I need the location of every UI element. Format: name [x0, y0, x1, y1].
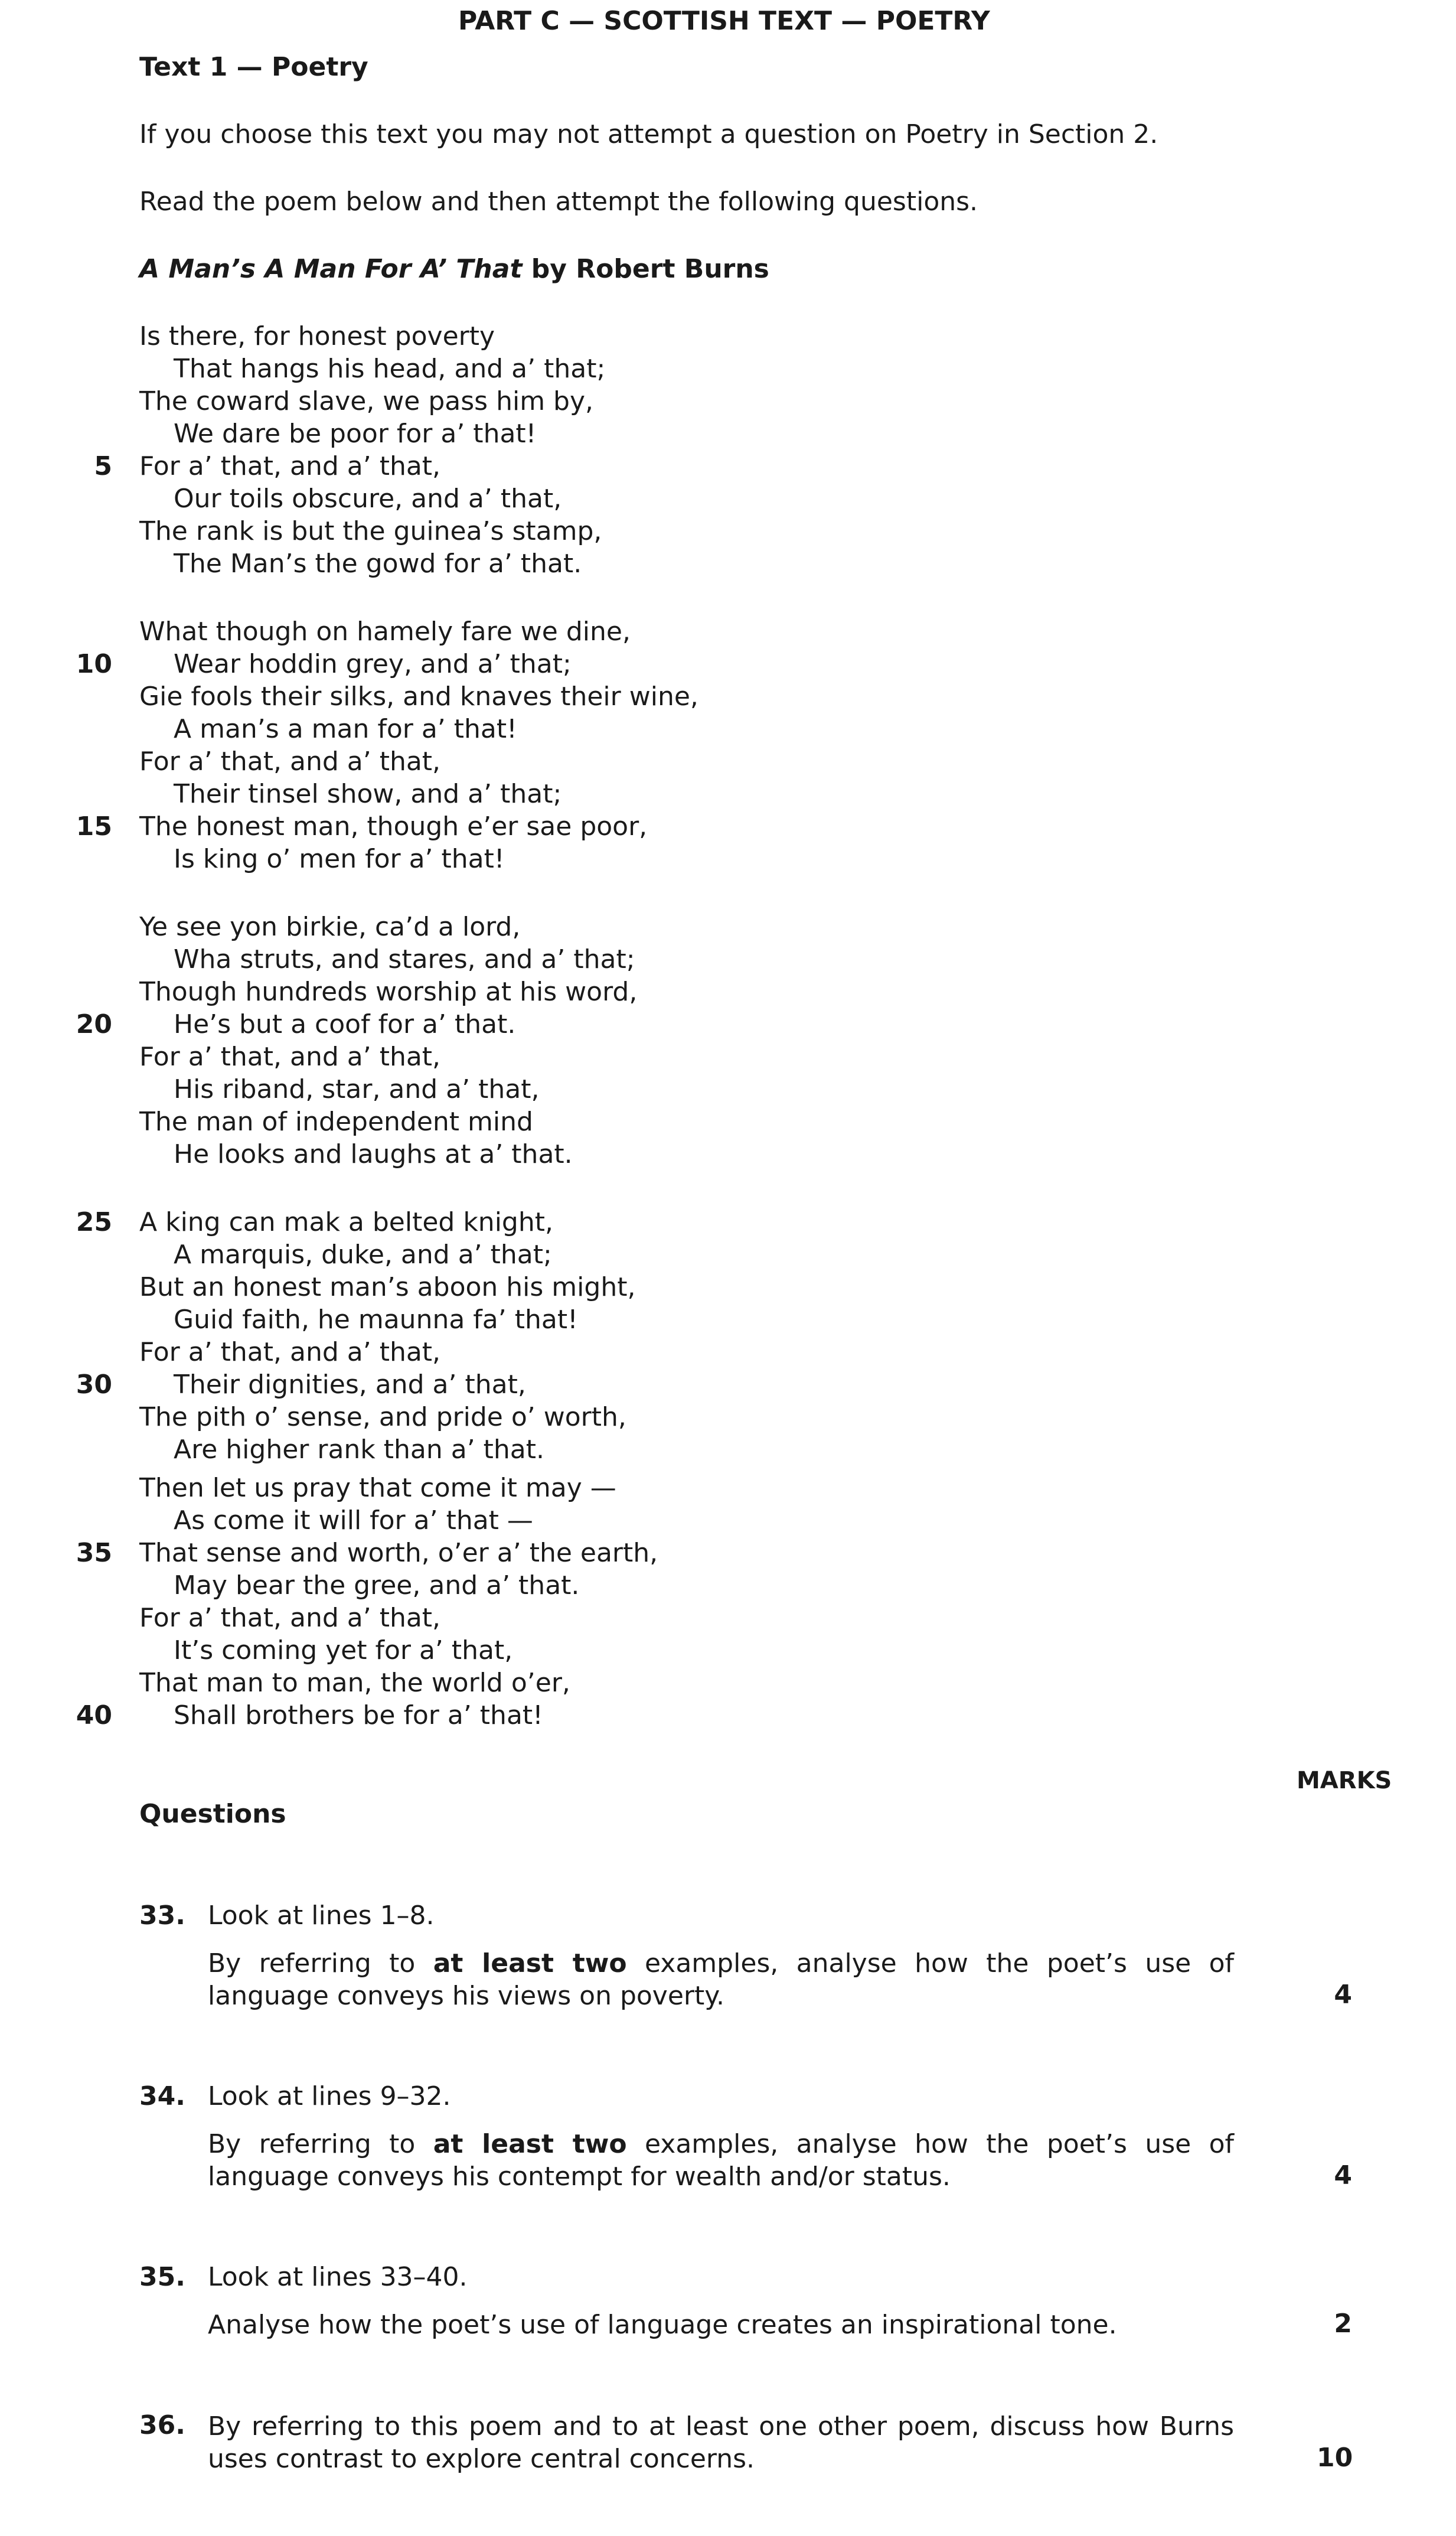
poem-line: As come it will for a’ that —: [174, 1505, 533, 1536]
line-number: 20: [76, 1009, 112, 1039]
poem-line: Wha struts, and stares, and a’ that;: [174, 944, 635, 974]
question-text: [208, 2128, 1234, 2193]
text-label: Text 1 — Poetry: [139, 52, 368, 82]
poem-line: Our toils obscure, and a’ that,: [174, 484, 562, 514]
poem-line: Their dignities, and a’ that,: [174, 1370, 526, 1400]
part-title: PART C — SCOTTISH TEXT — POETRY: [458, 6, 990, 36]
line-number: 35: [76, 1538, 112, 1568]
poem-line: His riband, star, and a’ that,: [174, 1074, 540, 1104]
line-number: 40: [76, 1700, 112, 1730]
questions-heading: Questions: [139, 1799, 286, 1829]
question-lead: Look at lines 9–32.: [208, 2081, 451, 2111]
question-text-start: By referring to: [208, 2129, 433, 2159]
poem-line: The Man’s the gowd for a’ that.: [174, 549, 582, 579]
line-number: 10: [76, 649, 112, 679]
line-number: 30: [76, 1370, 112, 1400]
poem-line: For a’ that, and a’ that,: [139, 1603, 441, 1633]
poem-line: For a’ that, and a’ that,: [139, 1042, 441, 1072]
question-text-end: examples, analyse how the poet’s use of language conveys his views on poverty.: [208, 1948, 1234, 2011]
question-marks: 2: [1334, 2309, 1352, 2339]
poem-line: He’s but a coof for a’ that.: [174, 1009, 516, 1039]
poem-line: For a’ that, and a’ that,: [139, 451, 441, 481]
poem-line: The rank is but the guinea’s stamp,: [139, 516, 602, 546]
question-text: By referring to this poem and to at least one other poem, discuss how Burns uses contrast to explore central concerns.: [208, 2411, 1234, 2474]
poem-line: Ye see yon birkie, ca’d a lord,: [139, 912, 521, 942]
poem-line: For a’ that, and a’ that,: [139, 1337, 441, 1367]
poem-line: That sense and worth, o’er a’ the earth,: [139, 1538, 658, 1568]
question-number: 36.: [139, 2410, 185, 2440]
question-emphasis: at least two: [433, 1948, 627, 1978]
poem-line: Is king o’ men for a’ that!: [174, 844, 505, 874]
poem-line: It’s coming yet for a’ that,: [174, 1635, 513, 1665]
poem-line: Guid faith, he maunna fa’ that!: [174, 1305, 578, 1335]
question-text: [208, 1947, 1234, 2012]
poem-line: Though hundreds worship at his word,: [139, 977, 638, 1007]
poem-line: The pith o’ sense, and pride o’ worth,: [139, 1402, 626, 1432]
poem-line: Shall brothers be for a’ that!: [174, 1700, 543, 1730]
poem-line: Gie fools their silks, and knaves their wine,: [139, 682, 698, 712]
question-marks: 4: [1334, 2160, 1352, 2191]
poem-line: That man to man, the world o’er,: [139, 1668, 570, 1698]
question-emphasis: at least two: [433, 2129, 627, 2159]
line-number: 15: [76, 811, 112, 842]
poem-line: The coward slave, we pass him by,: [139, 386, 593, 416]
poem-line: A man’s a man for a’ that!: [174, 714, 517, 744]
poem-line: That hangs his head, and a’ that;: [174, 354, 606, 384]
question-lead: Look at lines 33–40.: [208, 2262, 468, 2292]
question-marks: 4: [1334, 1980, 1352, 2010]
poem-line: May bear the gree, and a’ that.: [174, 1570, 580, 1601]
poem-line: The honest man, though e’er sae poor,: [139, 811, 648, 842]
instruction-choose-text: If you choose this text you may not attempt a question on Poetry in Section 2.: [139, 119, 1158, 149]
poem-line: We dare be poor for a’ that!: [174, 419, 537, 449]
question-text-end: examples, analyse how the poet’s use of language conveys his contempt for wealth and/or status.: [208, 2129, 1234, 2192]
poem-line: Their tinsel show, and a’ that;: [174, 779, 562, 809]
poem-line: Are higher rank than a’ that.: [174, 1435, 545, 1465]
line-number: 25: [76, 1207, 112, 1237]
question-text-start: By referring to: [208, 1948, 433, 1978]
poem-line: Wear hoddin grey, and a’ that;: [174, 649, 572, 679]
question-number: 34.: [139, 2081, 185, 2111]
question-number: 33.: [139, 1901, 185, 1931]
poem-line: The man of independent mind: [139, 1107, 533, 1137]
poem-line: Is there, for honest poverty: [139, 321, 495, 351]
poem-line: A marquis, duke, and a’ that;: [174, 1240, 552, 1270]
poem-byline: by Robert Burns: [522, 254, 769, 284]
instruction-read-poem: Read the poem below and then attempt the following questions.: [139, 187, 978, 217]
question-number: 35.: [139, 2262, 185, 2292]
question-lead: Look at lines 1–8.: [208, 1901, 435, 1931]
poem-line: He looks and laughs at a’ that.: [174, 1139, 573, 1169]
question-marks: 10: [1317, 2443, 1353, 2473]
poem-line: What though on hamely fare we dine,: [139, 617, 631, 647]
line-number: 5: [94, 451, 112, 481]
poem-title: A Man’s A Man For A’ That: [139, 254, 523, 284]
poem-line: A king can mak a belted knight,: [139, 1207, 553, 1237]
poem-line: But an honest man’s aboon his might,: [139, 1272, 636, 1302]
poem-line: Then let us pray that come it may —: [139, 1473, 616, 1503]
marks-column-label: MARKS: [1297, 1767, 1392, 1794]
question-text: Analyse how the poet’s use of language creates an inspirational tone.: [208, 2310, 1117, 2340]
poem-line: For a’ that, and a’ that,: [139, 747, 441, 777]
poem-heading: [139, 254, 769, 284]
